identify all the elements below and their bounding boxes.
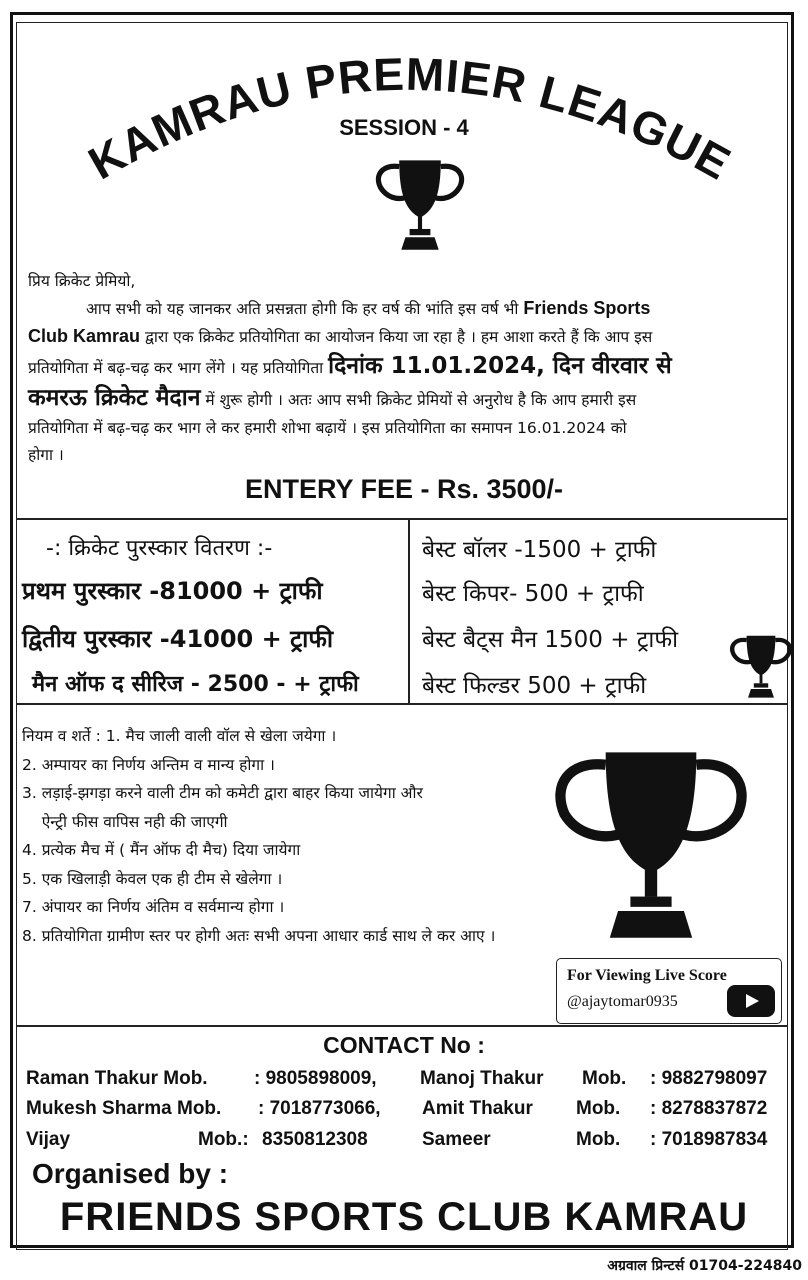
- contact-number: : 8278837872: [650, 1098, 768, 1119]
- start-date: दिनांक 11.01.2024, दिन वीरवार से: [328, 353, 672, 379]
- small-trophy-icon: [724, 630, 798, 702]
- rule-item: 8. प्रतियोगिता ग्रामीण स्तर पर होगी अतः सभी अपना आधार कार्ड साथ ले कर आए ।: [22, 926, 496, 945]
- live-score-label: For Viewing Live Score: [567, 967, 727, 984]
- contact-mob: Mob.: [576, 1129, 621, 1150]
- entry-fee: ENTERY FEE - Rs. 3500/-: [244, 474, 564, 504]
- contact-number: : 9882798097: [650, 1068, 768, 1089]
- contact-mob: Mob.: [576, 1098, 621, 1119]
- contact-name: Mukesh Sharma Mob.: [26, 1098, 222, 1119]
- club-name-inline-2: Club Kamrau: [28, 326, 141, 346]
- prize-heading: -: क्रिकेट पुरस्कार वितरण :-: [46, 536, 273, 561]
- live-score-box: [556, 958, 782, 1024]
- channel-handle: @ajaytomar0935: [567, 993, 678, 1010]
- contact-number: 8350812308: [262, 1129, 368, 1150]
- contact-mob: Mob.: [582, 1068, 627, 1089]
- contact-heading: CONTACT No :: [323, 1032, 485, 1058]
- contact-number: : 7018773066,: [258, 1098, 381, 1119]
- venue: कमरऊ क्रिकेट मैदान: [28, 385, 201, 411]
- best-batsman: बेस्ट बैट्स मैन 1500 + ट्राफी: [422, 627, 679, 653]
- club-name-inline: Friends Sports: [523, 298, 651, 318]
- printer-credit: अग्रवाल प्रिन्टर्स 01704-224840: [607, 1258, 802, 1274]
- man-of-series: मैन ऑफ द सीरिज - 2500 - + ट्राफी: [32, 672, 359, 697]
- contact-divider: [16, 1025, 788, 1027]
- letter-line1: आप सभी को यह जानकर अति प्रसन्नता होगी कि हर वर्ष की भांति इस वर्ष भी: [86, 300, 519, 318]
- rule-item: ऐन्ट्री फीस वापिस नही की जाएगी: [22, 812, 228, 831]
- prize-box-top: [16, 518, 788, 520]
- best-bowler: बेस्ट बॉलर -1500 + ट्राफी: [422, 537, 657, 563]
- contact-name: Sameer: [422, 1129, 491, 1150]
- contact-number: : 7018987834: [650, 1129, 768, 1150]
- contact-name: Vijay: [26, 1129, 71, 1150]
- letter-line6: होगा ।: [28, 446, 64, 464]
- rule-item: 4. प्रत्येक मैच में ( मैंन ऑफ दी मैच) दिया जायेगा: [22, 841, 301, 859]
- contact-name: Manoj Thakur: [420, 1068, 544, 1089]
- rule-item: 7. अंपायर का निर्णय अंतिम व सर्वमान्य होगा ।: [22, 898, 285, 916]
- contact-name: Raman Thakur Mob.: [26, 1068, 208, 1089]
- large-trophy-icon: [540, 740, 762, 946]
- letter-line3: प्रतियोगिता में बढ़-चढ़ कर भाग लेंगे । यह प्रतियोगिता: [28, 359, 324, 377]
- rules-list: [22, 722, 495, 950]
- letter-line5: प्रतियोगिता में बढ़-चढ़ कर भाग ले कर हमारी शोभा बढ़ायें । इस प्रतियोगिता का समापन 16.01.2024 को: [28, 419, 627, 437]
- organised-by-label: Organised by :: [32, 1158, 229, 1189]
- rule-item: 3. लड़ाई-झगड़ा करने वाली टीम को कमेटी द्वारा बाहर किया जायेगा और: [22, 784, 423, 802]
- first-prize: प्रथम पुरस्कार -81000 + ट्राफी: [22, 577, 323, 605]
- rule-item: नियम व शर्ते : 1. मैच जाली वाली वॉल से खेला जयेगा ।: [22, 727, 337, 745]
- session-label: SESSION - 4: [339, 115, 469, 140]
- league-title: KAMRAU PREMIER LEAGUE: [79, 47, 740, 190]
- prize-box-bottom: [16, 703, 788, 705]
- organiser-club-name: FRIENDS SPORTS CLUB KAMRAU: [59, 1195, 749, 1239]
- rule-item: 2. अम्पायर का निर्णय अन्तिम व मान्य होगा ।: [22, 755, 275, 774]
- trophy-icon: [368, 152, 472, 256]
- contact-number: : 9805898009,: [254, 1068, 377, 1089]
- best-keeper: बेस्ट किपर- 500 + ट्राफी: [422, 581, 644, 607]
- youtube-play-icon: [727, 985, 775, 1017]
- prize-box-divider: [408, 518, 410, 705]
- rule-item: 5. एक खिलाड़ी केवल एक ही टीम से खेलेगा ।: [22, 869, 283, 888]
- best-fielder: बेस्ट फिल्डर 500 + ट्राफी: [422, 673, 647, 699]
- letter-line4: में शुरू होगी । अतः आप सभी क्रिकेट प्रेमियों से अनुरोध है कि आप हमारी इस: [205, 391, 637, 409]
- contact-mob: Mob.:: [198, 1129, 249, 1150]
- letter-salutation: प्रिय क्रिकेट प्रेमियो,: [28, 272, 136, 290]
- invitation-letter: [28, 268, 784, 469]
- letter-line2: द्वारा एक क्रिकेट प्रतियोगिता का आयोजन किया जा रहा है । हम आशा करते हैं कि आप इस: [144, 328, 653, 346]
- contact-name: Amit Thakur: [422, 1098, 533, 1119]
- second-prize: द्वितीय पुरस्कार -41000 + ट्राफी: [22, 625, 334, 653]
